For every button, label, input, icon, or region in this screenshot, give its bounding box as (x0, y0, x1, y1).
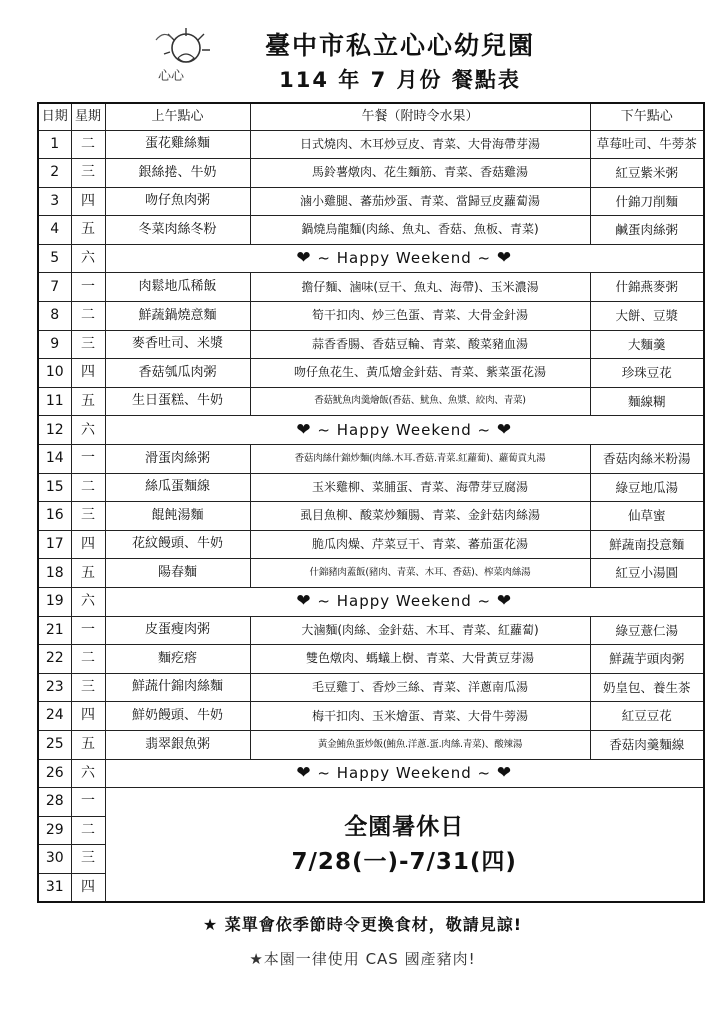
date-cell: 9 (38, 330, 71, 359)
table-row (38, 330, 704, 359)
logo-text: 心心 (158, 69, 185, 84)
afternoon-snack-cell: 什錦燕麥粥 (590, 273, 704, 302)
lunch-cell: 吻仔魚花生、黃瓜燴金針菇、青菜、紫菜蛋花湯 (250, 359, 590, 388)
lunch-cell: 大滷麵(肉絲、金針菇、木耳、青菜、紅蘿蔔) (250, 616, 590, 645)
afternoon-snack-cell: 草莓吐司、牛蒡茶 (590, 130, 704, 159)
weekday-cell: 四 (71, 530, 105, 559)
weekday-cell: 三 (71, 845, 105, 874)
date-cell: 14 (38, 445, 71, 474)
weekday-cell: 五 (71, 216, 105, 245)
lunch-cell: 鍋燒烏龍麵(肉絲、魚丸、香菇、魚板、青菜) (250, 216, 590, 245)
date-cell: 31 (38, 873, 71, 902)
lunch-cell: 脆瓜肉燥、芹菜豆干、青菜、蕃茄蛋花湯 (250, 530, 590, 559)
date-cell: 21 (38, 616, 71, 645)
lunch-cell: 黃金鮪魚蛋炒飯(鮪魚.洋蔥.蛋.肉絲.青菜)、酸辣湯 (250, 730, 590, 759)
afternoon-snack-cell: 大餅、豆漿 (590, 302, 704, 331)
weekend-label: Happy Weekend (336, 764, 472, 783)
weekday-cell: 二 (71, 302, 105, 331)
weekend-cell (105, 244, 704, 273)
column-header: 日期 (38, 103, 71, 130)
lunch-cell: 蒜香香腸、香菇豆輪、青菜、酸菜豬血湯 (250, 330, 590, 359)
morning-snack-cell: 滑蛋肉絲粥 (105, 445, 250, 474)
weekend-row (38, 244, 704, 273)
table-row (38, 616, 704, 645)
column-header: 上午點心 (105, 103, 250, 130)
heart-icon: ❤ (296, 248, 312, 269)
morning-snack-cell: 鮮蔬什錦肉絲麵 (105, 673, 250, 702)
date-cell: 10 (38, 359, 71, 388)
date-cell: 5 (38, 244, 71, 273)
morning-snack-cell: 麵疙瘩 (105, 645, 250, 674)
morning-snack-cell: 麥香吐司、米漿 (105, 330, 250, 359)
date-cell: 11 (38, 387, 71, 416)
date-cell: 7 (38, 273, 71, 302)
weekday-cell: 五 (71, 730, 105, 759)
table-row (38, 473, 704, 502)
date-cell: 17 (38, 530, 71, 559)
table-row (38, 130, 704, 159)
weekday-cell: 五 (71, 559, 105, 588)
date-cell: 1 (38, 130, 71, 159)
table-row (38, 702, 704, 731)
weekday-cell: 二 (71, 816, 105, 845)
afternoon-snack-cell: 綠豆地瓜湯 (590, 473, 704, 502)
page-title: 臺中市私立心心幼兒園 (264, 31, 535, 60)
lunch-cell: 滷小雞腿、蕃茄炒蛋、青菜、當歸豆皮蘿蔔湯 (250, 187, 590, 216)
lunch-cell: 馬鈴薯燉肉、花生麵筋、青菜、香菇雞湯 (250, 159, 590, 188)
morning-snack-cell: 冬菜肉絲冬粉 (105, 216, 250, 245)
heart-icon: ❤ (496, 248, 513, 269)
date-cell: 3 (38, 187, 71, 216)
weekend-row (38, 588, 704, 617)
weekend-cell (105, 588, 704, 617)
afternoon-snack-cell: 紅豆小湯圓 (590, 559, 704, 588)
tilde-text: ~ (311, 249, 337, 268)
table-row (38, 559, 704, 588)
lunch-cell: 什錦豬肉蓋飯(豬肉、青菜、木耳、香菇)、榨菜肉絲湯 (250, 559, 590, 588)
table-row (38, 502, 704, 531)
pork-note: ★本園一律使用 CAS 國產豬肉! (249, 950, 476, 968)
weekday-cell: 一 (71, 616, 105, 645)
afternoon-snack-cell: 奶皇包、養生茶 (590, 673, 704, 702)
morning-snack-cell: 絲瓜蛋麵線 (105, 473, 250, 502)
weekday-cell: 二 (71, 473, 105, 502)
column-header: 午餐（附時令水果） (250, 103, 590, 130)
seasonal-note: ★ 菜單會依季節時令更換食材，敬請見諒! (202, 915, 523, 934)
heart-icon: ❤ (496, 591, 513, 612)
table-row (38, 730, 704, 759)
weekday-cell: 六 (71, 759, 105, 788)
weekend-label: Happy Weekend (336, 592, 472, 611)
date-cell: 16 (38, 502, 71, 531)
date-cell: 30 (38, 845, 71, 874)
tilde-text: ~ (471, 249, 497, 268)
weekday-cell: 三 (71, 330, 105, 359)
column-header: 星期 (71, 103, 105, 130)
table-header-row (38, 103, 704, 130)
weekday-cell: 四 (71, 702, 105, 731)
afternoon-snack-cell: 紅豆豆花 (590, 702, 704, 731)
tilde-text: ~ (311, 420, 337, 439)
date-cell: 4 (38, 216, 71, 245)
date-cell: 26 (38, 759, 71, 788)
date-cell: 12 (38, 416, 71, 445)
weekend-row (38, 759, 704, 788)
weekday-cell: 四 (71, 359, 105, 388)
table-row (38, 187, 704, 216)
table-row (38, 302, 704, 331)
lunch-cell: 筍干扣肉、炒三色蛋、青菜、大骨金針湯 (250, 302, 590, 331)
tilde-text: ~ (471, 592, 497, 611)
morning-snack-cell: 翡翠銀魚粥 (105, 730, 250, 759)
holiday-title: 全園暑休日 (344, 814, 465, 841)
weekend-cell (105, 759, 704, 788)
date-cell: 23 (38, 673, 71, 702)
lunch-cell: 毛豆雞丁、香炒三絲、青菜、洋蔥南瓜湯 (250, 673, 590, 702)
lunch-cell: 虱目魚柳、酸菜炒麵腸、青菜、金針菇肉絲湯 (250, 502, 590, 531)
afternoon-snack-cell: 鹹蛋肉絲粥 (590, 216, 704, 245)
afternoon-snack-cell: 什錦刀削麵 (590, 187, 704, 216)
afternoon-snack-cell: 綠豆薏仁湯 (590, 616, 704, 645)
table-row (38, 273, 704, 302)
date-cell: 24 (38, 702, 71, 731)
date-cell: 28 (38, 788, 71, 817)
morning-snack-cell: 香菇瓠瓜肉粥 (105, 359, 250, 388)
heart-icon: ❤ (496, 419, 513, 440)
afternoon-snack-cell: 珍珠豆花 (590, 359, 704, 388)
lunch-cell: 梅干扣肉、玉米燴蛋、青菜、大骨牛蒡湯 (250, 702, 590, 731)
kindergarten-logo (138, 20, 218, 90)
weekday-cell: 三 (71, 159, 105, 188)
weekday-cell: 三 (71, 502, 105, 531)
morning-snack-cell: 餛飩湯麵 (105, 502, 250, 531)
tilde-text: ~ (471, 420, 497, 439)
date-cell: 19 (38, 588, 71, 617)
lunch-cell: 香菇魷魚肉羹燴飯(香菇、魷魚、魚漿、絞肉、青菜) (250, 387, 590, 416)
weekday-cell: 六 (71, 588, 105, 617)
afternoon-snack-cell: 仙草蜜 (590, 502, 704, 531)
table-row (38, 159, 704, 188)
heart-icon: ❤ (496, 763, 513, 784)
weekday-cell: 一 (71, 788, 105, 817)
morning-snack-cell: 吻仔魚肉粥 (105, 187, 250, 216)
tilde-text: ~ (311, 592, 337, 611)
date-cell: 2 (38, 159, 71, 188)
tilde-text: ~ (471, 764, 497, 783)
table-row (38, 387, 704, 416)
weekday-cell: 四 (71, 873, 105, 902)
column-header: 下午點心 (590, 103, 704, 130)
weekday-cell: 一 (71, 445, 105, 474)
lunch-cell: 雙色燉肉、螞蟻上樹、青菜、大骨黃豆芽湯 (250, 645, 590, 674)
weekday-cell: 一 (71, 273, 105, 302)
morning-snack-cell: 蛋花雞絲麵 (105, 130, 250, 159)
afternoon-snack-cell: 鮮蔬芋頭肉粥 (590, 645, 704, 674)
weekday-cell: 二 (71, 130, 105, 159)
weekend-row (38, 416, 704, 445)
weekend-label: Happy Weekend (336, 249, 472, 268)
table-row (38, 216, 704, 245)
date-cell: 18 (38, 559, 71, 588)
lunch-cell: 玉米雞柳、菜脯蛋、青菜、海帶芽豆腐湯 (250, 473, 590, 502)
lunch-cell: 日式燒肉、木耳炒豆皮、青菜、大骨海帶芽湯 (250, 130, 590, 159)
summer-holiday-cell (105, 788, 704, 902)
morning-snack-cell: 花紋饅頭、牛奶 (105, 530, 250, 559)
heart-icon: ❤ (296, 763, 312, 784)
afternoon-snack-cell: 大麵羹 (590, 330, 704, 359)
table-row (38, 530, 704, 559)
weekend-cell (105, 416, 704, 445)
date-cell: 25 (38, 730, 71, 759)
afternoon-snack-cell: 紅豆紫米粥 (590, 159, 704, 188)
morning-snack-cell: 銀絲捲、牛奶 (105, 159, 250, 188)
weekday-cell: 六 (71, 416, 105, 445)
morning-snack-cell: 鮮奶饅頭、牛奶 (105, 702, 250, 731)
table-row (38, 645, 704, 674)
table-row (38, 673, 704, 702)
afternoon-snack-cell: 鮮蔬南投意麵 (590, 530, 704, 559)
afternoon-snack-cell: 香菇肉絲米粉湯 (590, 445, 704, 474)
weekend-label: Happy Weekend (336, 420, 472, 439)
sun-logo-icon (156, 28, 210, 62)
weekday-cell: 六 (71, 244, 105, 273)
afternoon-snack-cell: 香菇肉羹麵線 (590, 730, 704, 759)
date-cell: 22 (38, 645, 71, 674)
menu-table (37, 102, 705, 903)
page-subtitle: 114 年 7 月份 餐點表 (279, 68, 521, 92)
holiday-row (38, 788, 704, 817)
table-row (38, 359, 704, 388)
weekday-cell: 三 (71, 673, 105, 702)
lunch-cell: 擔仔麵、滷味(豆干、魚丸、海帶)、玉米濃湯 (250, 273, 590, 302)
afternoon-snack-cell: 麵線糊 (590, 387, 704, 416)
heart-icon: ❤ (296, 591, 312, 612)
morning-snack-cell: 陽春麵 (105, 559, 250, 588)
morning-snack-cell: 鮮蔬鍋燒意麵 (105, 302, 250, 331)
date-cell: 8 (38, 302, 71, 331)
morning-snack-cell: 肉鬆地瓜稀飯 (105, 273, 250, 302)
heart-icon: ❤ (296, 419, 312, 440)
date-cell: 29 (38, 816, 71, 845)
weekday-cell: 五 (71, 387, 105, 416)
morning-snack-cell: 生日蛋糕、牛奶 (105, 387, 250, 416)
lunch-cell: 香菇肉絲什錦炒麵(肉絲.木耳.香菇.青菜.紅蘿蔔)、蘿蔔貢丸湯 (250, 445, 590, 474)
weekday-cell: 二 (71, 645, 105, 674)
weekday-cell: 四 (71, 187, 105, 216)
date-cell: 15 (38, 473, 71, 502)
morning-snack-cell: 皮蛋瘦肉粥 (105, 616, 250, 645)
holiday-range: 7/28(一)-7/31(四) (291, 848, 517, 875)
tilde-text: ~ (311, 764, 337, 783)
table-row (38, 445, 704, 474)
